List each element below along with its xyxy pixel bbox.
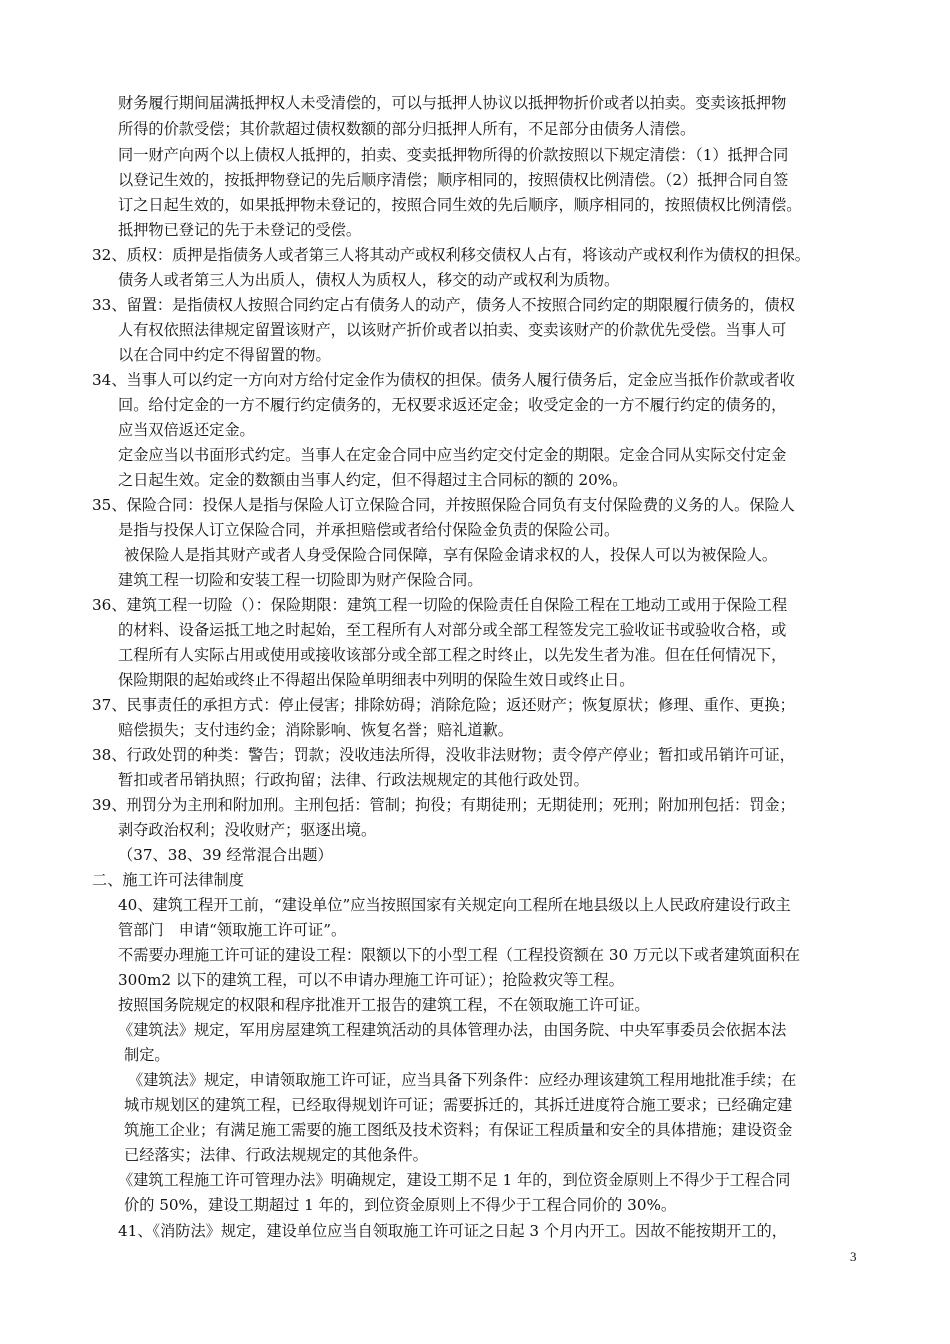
section-heading: 二、施工许可法律制度 (92, 871, 244, 889)
text-line: 应当双倍返还定金。 (118, 421, 255, 439)
text-line: 39、刑罚分为主刑和附加刑。主刑包括：管制；拘役；有期徒刑；无期徒刑；死刑；附加刑包括：罚金； (92, 796, 795, 814)
text-line: 所得的价款受偿；其价款超过债权数额的部分归抵押人所有，不足部分由债务人清偿。 (118, 120, 696, 138)
text-line: 之日起生效。定金的数额由当事人约定，但不得超过主合同标的额的 20%。 (118, 471, 628, 489)
text-line: 管部门 申请“领取施工许可证”。 (118, 921, 347, 939)
text-line: 城市规划区的建筑工程，已经取得规划许可证；需要拆迁的，其拆迁进度符合施工要求；已经确定建 (124, 1096, 793, 1114)
text-line: 以在合同中约定不得留置的物。 (118, 346, 331, 364)
text-line: 38、行政处罚的种类：警告；罚款；没收违法所得，没收非法财物；责令停产停业；暂扣或吊销许可证， (92, 746, 795, 764)
text-line: 300m2 以下的建筑工程，可以不申请办理施工许可证）；抢险救灾等工程。 (118, 971, 624, 989)
text-line: 被保险人是指其财产或者人身受保险合同保障，享有保险金请求权的人，投保人可以为被保险人。 (124, 546, 778, 564)
text-line: 保险期限的起始或终止不得超出保险单明细表中列明的保险生效日或终止日。 (118, 671, 635, 689)
text-line: 剥夺政治权利；没收财产；驱逐出境。 (118, 821, 377, 839)
text-line: 抵押物已登记的先于未登记的受偿。 (118, 221, 361, 239)
page-number: 3 (850, 1249, 857, 1264)
text-line: 工程所有人实际占用或使用或接收该部分或全部工程之时终止，以先发生者为准。但在任何情况下， (118, 646, 787, 664)
text-line: 筑施工企业；有满足施工需要的施工图纸及技术资料；有保证工程质量和安全的具体措施；建设资金 (124, 1121, 793, 1139)
text-line: 订之日起生效的，如果抵押物未登记的，按照合同生效的先后顺序，顺序相同的，按照债权比例清偿。 (118, 196, 802, 214)
text-line: 暂扣或者吊销执照；行政拘留；法律、行政法规规定的其他行政处罚。 (118, 771, 589, 789)
text-line: 不需要办理施工许可证的建设工程：限额以下的小型工程（工程投资额在 30 万元以下或者建筑面积在 (118, 946, 801, 964)
text-line: 同一财产向两个以上债权人抵押的，拍卖、变卖抵押物所得的价款按照以下规定清偿：（1）抵押合同 (118, 146, 789, 164)
text-line: 已经落实；法律、行政法规规定的其他条件。 (124, 1146, 428, 1164)
text-line: 以登记生效的，按抵押物登记的先后顺序清偿；顺序相同的，按照债权比例清偿。（2）抵押合同自签 (118, 171, 789, 189)
text-line: 33、留置：是指债权人按照合同约定占有债务人的动产，债务人不按照合同约定的期限履行债务的，债权 (92, 296, 795, 314)
text-line: 《建筑法》规定，申请领取施工许可证，应当具备下列条件：应经办理该建筑工程用地批准手续；在 (128, 1071, 797, 1089)
text-line: 建筑工程一切险和安装工程一切险即为财产保险合同。 (118, 571, 483, 589)
text-line: 40、建筑工程开工前，“建设单位”应当按照国家有关规定向工程所在地县级以上人民政府建设行政主 (118, 896, 791, 914)
text-line: 制定。 (124, 1046, 170, 1064)
text-line: （37、38、39 经常混合出题） (118, 846, 333, 864)
text-line: 32、质权：质押是指债务人或者第三人将其动产或权利移交债权人占有，将该动产或权利作为债权的担保。 (92, 246, 810, 264)
text-line: 37、民事责任的承担方式：停止侵害；排除妨碍；消除危险；返还财产；恢复原状；修理、重作、更换； (92, 696, 795, 714)
text-line: 债务人或者第三人为出质人，债权人为质权人，移交的动产或权利为质物。 (118, 271, 620, 289)
text-line: 《建筑法》规定，军用房屋建筑工程建筑活动的具体管理办法，由国务院、中央军事委员会依据本法 (118, 1021, 787, 1039)
text-line: 36、建筑工程一切险（）：保险期限：建筑工程一切险的保险责任自保险工程在工地动工或用于保险工程 (92, 596, 788, 614)
text-line: 《建筑工程施工许可管理办法》明确规定，建设工期不足 1 年的，到位资金原则上不得少于工程合同 (118, 1171, 791, 1189)
text-line: 35、保险合同：投保人是指与保险人订立保险合同，并按照保险合同负有支付保险费的义务的人。保险人 (92, 496, 795, 514)
text-line: 是指与投保人订立保险合同，并承担赔偿或者给付保险金负责的保险公司。 (118, 521, 620, 539)
text-line: 回。给付定金的一方不履行约定债务的，无权要求返还定金；收受定金的一方不履行约定的债务的， (118, 396, 787, 414)
text-line: 价的 50%，建设工期超过 1 年的，到位资金原则上不得少于工程合同价的 30%。 (124, 1196, 677, 1214)
text-line: 34、当事人可以约定一方向对方给付定金作为债权的担保。债务人履行债务后，定金应当抵作价款或者收 (92, 371, 795, 389)
text-line: 的材料、设备运抵工地之时起始，至工程所有人对部分或全部工程签发完工验收证书或验收合格，或 (118, 621, 787, 639)
text-line: 赔偿损失；支付违约金；消除影响、恢复名誉；赔礼道歉。 (118, 721, 513, 739)
text-line: 按照国务院规定的权限和程序批准开工报告的建筑工程，不在领取施工许可证。 (118, 996, 650, 1014)
text-line: 41、《消防法》规定，建设单位应当自领取施工许可证之日起 3 个月内开工。因故不能按期开工的， (118, 1222, 787, 1240)
text-line: 定金应当以书面形式约定。当事人在定金合同中应当约定交付定金的期限。定金合同从实际交付定金 (118, 446, 787, 464)
text-line: 人有权依照法律规定留置该财产，以该财产折价或者以拍卖、变卖该财产的价款优先受偿。当事人可 (118, 321, 787, 339)
text-line: 财务履行期间届满抵押权人未受清偿的，可以与抵押人协议以抵押物折价或者以拍卖。变卖该抵押物 (118, 94, 787, 112)
